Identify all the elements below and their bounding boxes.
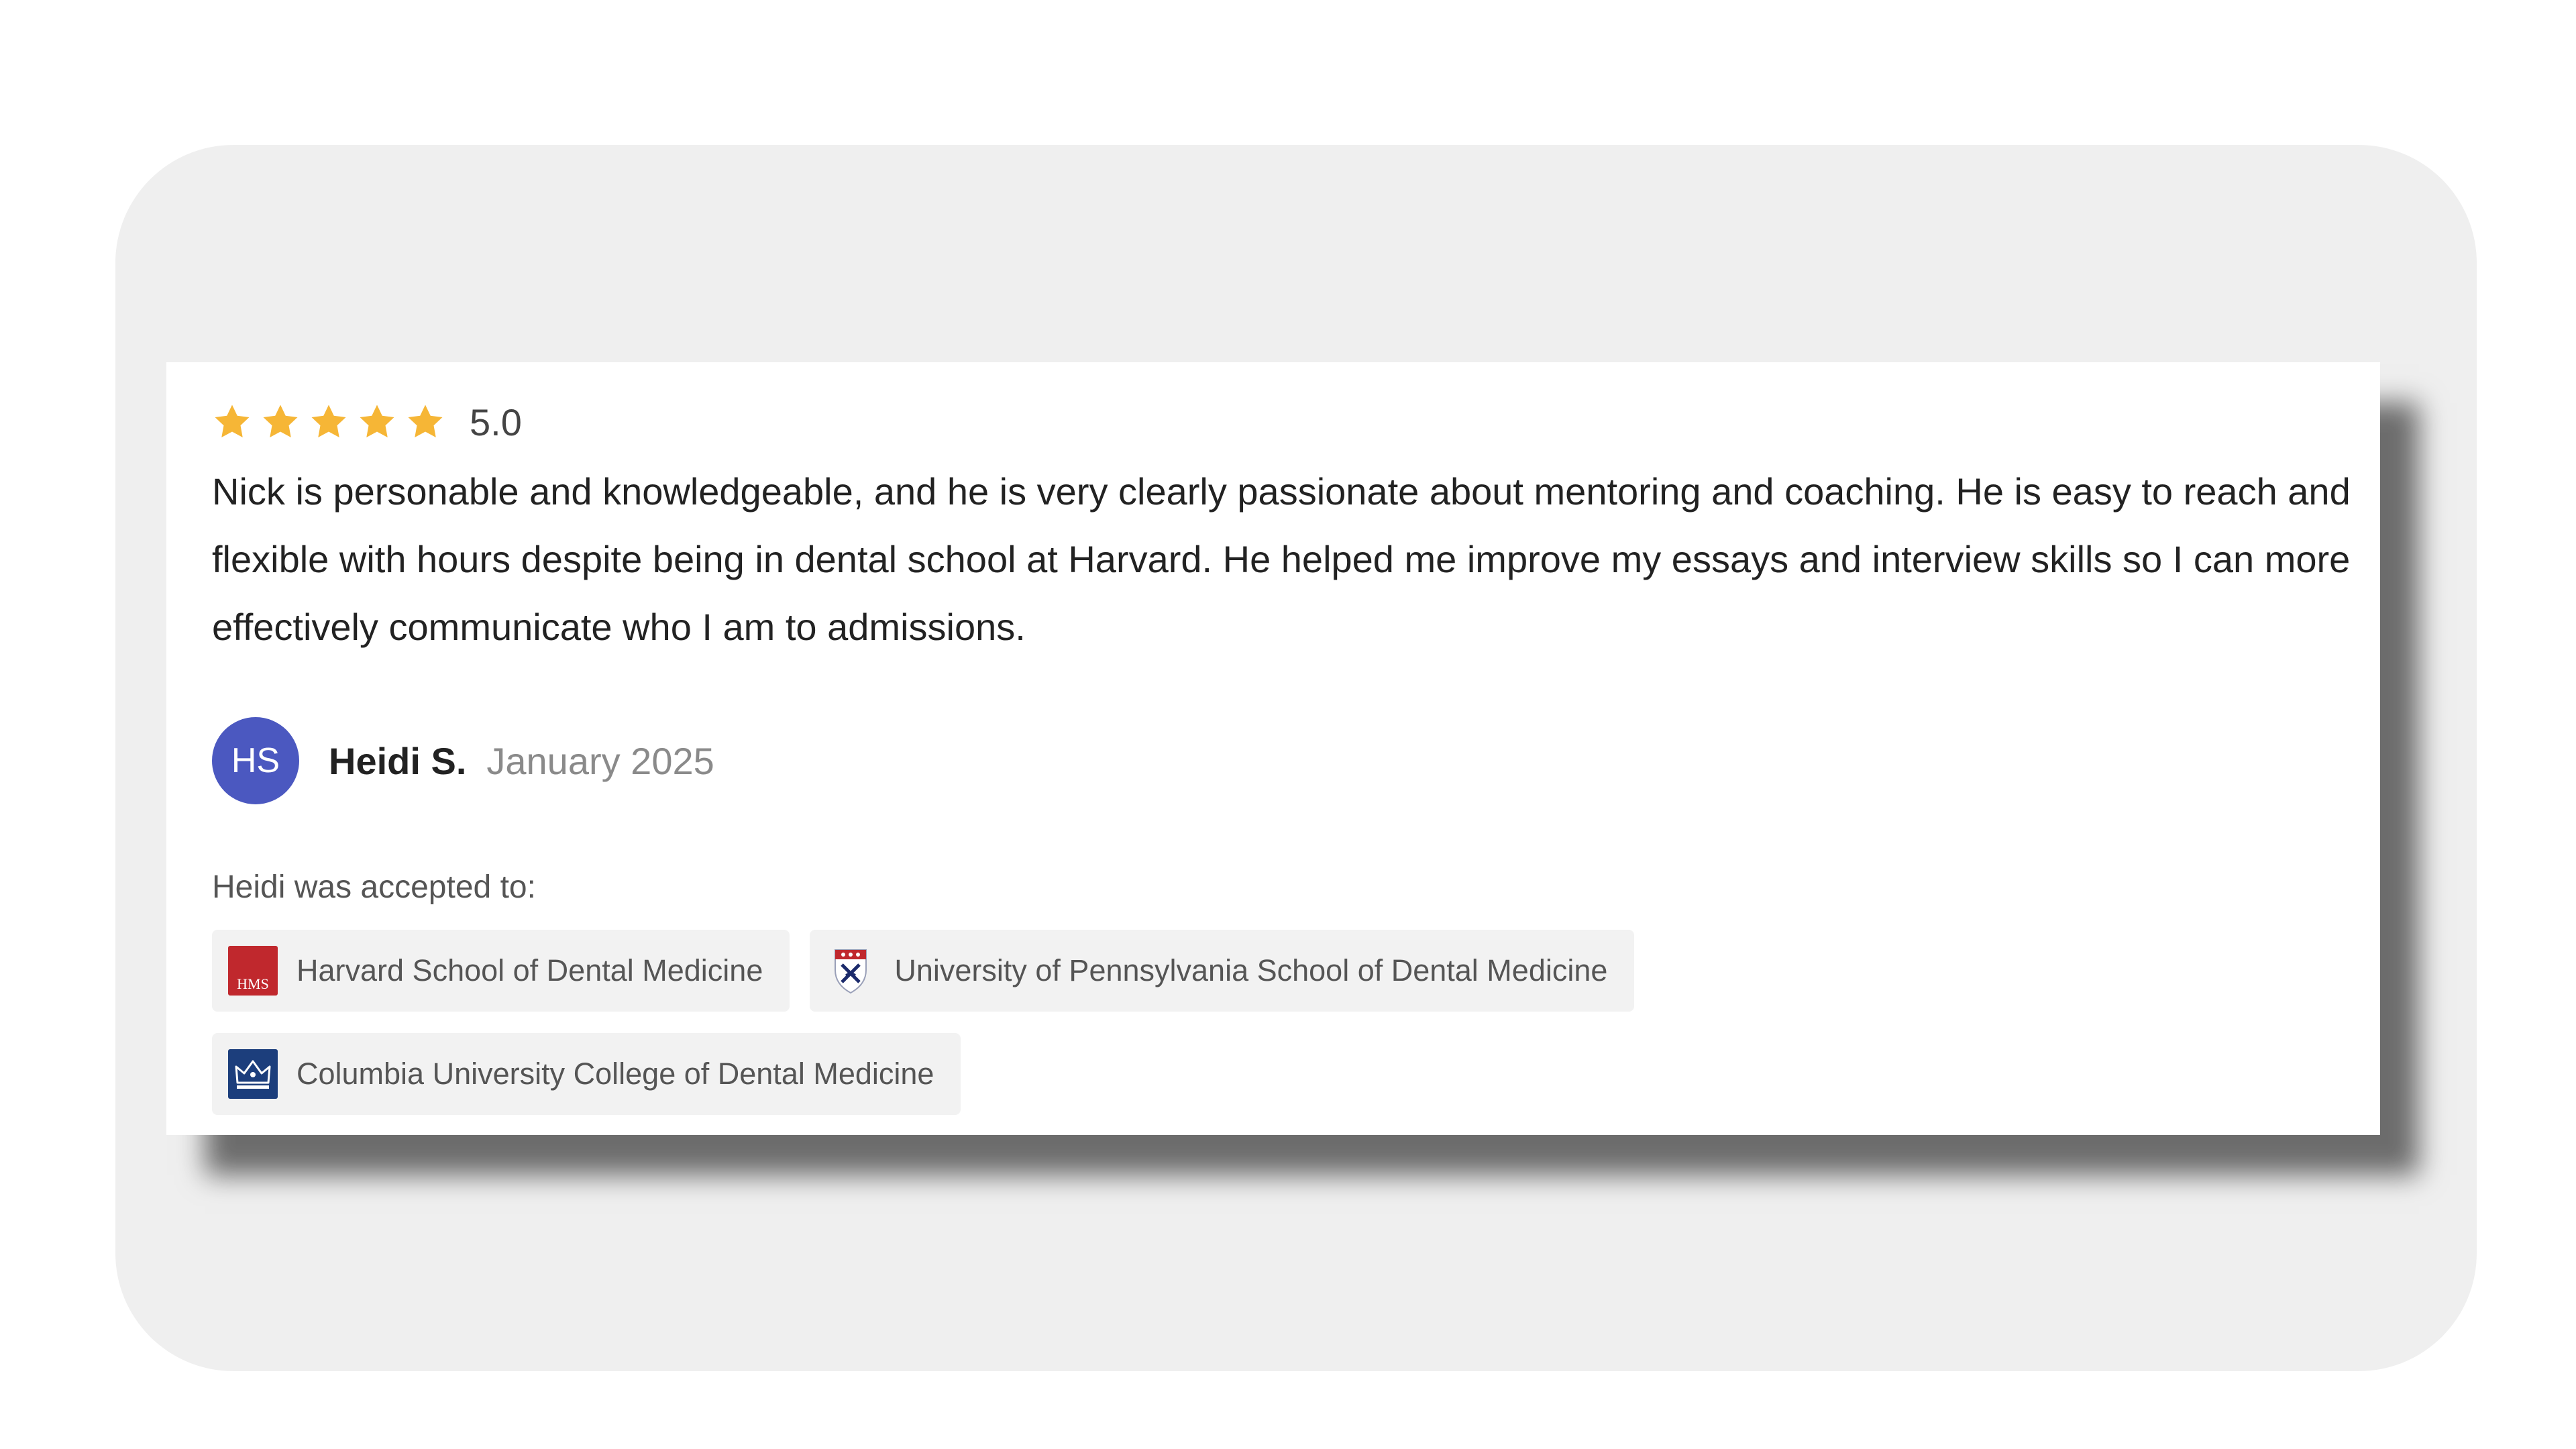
penn-crest-icon <box>826 946 875 996</box>
avatar: HS <box>212 717 299 804</box>
columbia-crown-icon <box>228 1049 278 1099</box>
author-name: Heidi S. <box>329 739 467 782</box>
school-name: University of Pennsylvania School of Dental Medicine <box>894 953 1608 987</box>
school-name: Harvard School of Dental Medicine <box>297 953 763 987</box>
school-chip-penn <box>810 930 1634 1012</box>
rating-row <box>212 392 2340 452</box>
author-row <box>212 717 2340 804</box>
star-icon <box>212 402 252 442</box>
star-icon <box>260 402 301 442</box>
accepted-label: Heidi was accepted to: <box>212 869 536 905</box>
star-icon <box>405 402 445 442</box>
school-chip-harvard <box>212 930 790 1012</box>
svg-text:HMS: HMS <box>237 975 269 992</box>
review-text: Nick is personable and knowledgeable, and he is very clearly passionate about mentoring and coaching. He is easy to reach and flexible with hours despite being in dental school at Harvard. He helped me improve my essays and interview skills so I can more effectively communicate who I am to admissions. <box>212 470 2351 648</box>
star-icon <box>309 402 349 442</box>
school-chips <box>212 930 1889 1136</box>
school-chip-columbia <box>212 1033 961 1115</box>
school-name: Columbia University College of Dental Medicine <box>297 1057 934 1091</box>
star-icon <box>357 402 397 442</box>
harvard-logo-icon <box>228 946 278 996</box>
review-card <box>166 362 2380 1135</box>
rating-value: 5.0 <box>470 400 522 443</box>
review-date: January 2025 <box>486 739 714 782</box>
